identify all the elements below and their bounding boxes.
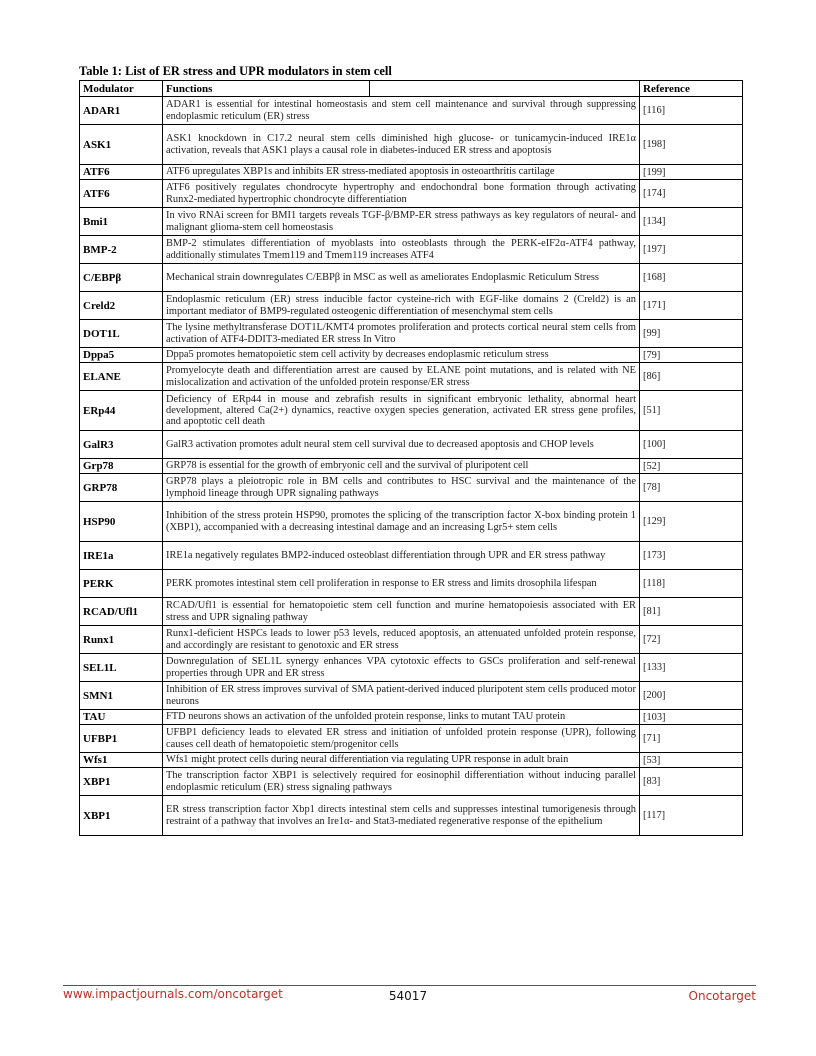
footer-url-link[interactable]: www.impactjournals.com/oncotarget: [63, 987, 283, 1001]
table-row: [80, 165, 743, 180]
page-number: 54017: [388, 989, 428, 1003]
table-row: [80, 431, 743, 459]
table-header-row: [80, 81, 743, 97]
function-cell: GRP78 plays a pleiotropic role in BM cells and contributes to HSC survival and the maintenance of the lymphoid lineage through UPR signaling pathways: [163, 474, 640, 502]
modulator-cell: Runx1: [80, 626, 163, 654]
function-cell: Mechanical strain downregulates C/EBPβ in MSC as well as ameliorates Endoplasmic Reticulum Stress: [163, 264, 640, 292]
function-cell: Inhibition of ER stress improves survival of SMA patient-derived induced pluripotent stem cells produced motor neurons: [163, 682, 640, 710]
reference-cell: [174]: [640, 180, 743, 208]
function-cell: ASK1 knockdown in C17.2 neural stem cells diminished high glucose- or tunicamycin-induced IRE1α activation, reveals that ASK1 plays a causal role in diabetes-induced ER stress and apoptosis: [163, 125, 640, 165]
table-row: [80, 236, 743, 264]
reference-cell: [198]: [640, 125, 743, 165]
table-row: [80, 292, 743, 320]
modulator-cell: RCAD/Ufl1: [80, 598, 163, 626]
function-cell: UFBP1 deficiency leads to elevated ER stress and initiation of unfolded protein response (UPR), following causes cell death of hematopoietic stem/progenitor cells: [163, 725, 640, 753]
reference-cell: [51]: [640, 391, 743, 431]
table-row: [80, 626, 743, 654]
table-row: [80, 598, 743, 626]
table-caption: Table 1: List of ER stress and UPR modulators in stem cell: [79, 64, 392, 78]
reference-cell: [197]: [640, 236, 743, 264]
table-row: [80, 474, 743, 502]
function-cell: ATF6 positively regulates chondrocyte hypertrophy and endochondral bone formation through activating Runx2-mediated hypertrophic chondrocyte differentiation: [163, 180, 640, 208]
modulator-cell: ASK1: [80, 125, 163, 165]
function-cell: Promyelocyte death and differentiation arrest are caused by ELANE point mutations, and is related with NE mislocalization and activation of the unfolded protein response/ER stress: [163, 363, 640, 391]
function-cell: RCAD/Ufl1 is essential for hematopoietic stem cell function and murine hematopoiesis associated with ER stress and UPR signaling pathway: [163, 598, 640, 626]
table-row: [80, 570, 743, 598]
modulator-cell: GalR3: [80, 431, 163, 459]
table-row: [80, 710, 743, 725]
table-row: [80, 796, 743, 836]
function-cell: Runx1-deficient HSPCs leads to lower p53 levels, reduced apoptosis, an attenuated unfolded protein response, and accordingly are resistant to genotoxic and ER stress: [163, 626, 640, 654]
table-body: [80, 97, 743, 836]
table-row: [80, 180, 743, 208]
modulator-cell: C/EBPβ: [80, 264, 163, 292]
reference-cell: [129]: [640, 502, 743, 542]
reference-cell: [134]: [640, 208, 743, 236]
function-cell: Downregulation of SEL1L synergy enhances VPA cytotoxic effects to GSCs proliferation and self-renewal properties through UPR and ER stress: [163, 654, 640, 682]
function-cell: PERK promotes intestinal stem cell proliferation in response to ER stress and limits drosophila lifespan: [163, 570, 640, 598]
function-cell: ATF6 upregulates XBP1s and inhibits ER stress-mediated apoptosis in osteoarthritis cartilage: [163, 165, 640, 180]
function-cell: ER stress transcription factor Xbp1 directs intestinal stem cells and suppresses intestinal tumorigenesis through restraint of a pathway that involves an Ire1α- and Stat3-mediated regenerative response of the epithelium: [163, 796, 640, 836]
modulator-cell: ATF6: [80, 165, 163, 180]
table-row: [80, 363, 743, 391]
reference-cell: [86]: [640, 363, 743, 391]
function-cell: GalR3 activation promotes adult neural stem cell survival due to decreased apoptosis and CHOP levels: [163, 431, 640, 459]
function-cell: Wfs1 might protect cells during neural differentiation via regulating UPR response in adult brain: [163, 753, 640, 768]
reference-cell: [171]: [640, 292, 743, 320]
table-row: [80, 502, 743, 542]
reference-cell: [79]: [640, 348, 743, 363]
table-row: [80, 97, 743, 125]
function-cell: Dppa5 promotes hematopoietic stem cell activity by decreases endoplasmic reticulum stress: [163, 348, 640, 363]
function-cell: ADAR1 is essential for intestinal homeostasis and stem cell maintenance and survival through suppressing endoplasmic reticulum (ER) stress: [163, 97, 640, 125]
reference-cell: [72]: [640, 626, 743, 654]
modulator-cell: GRP78: [80, 474, 163, 502]
table-row: [80, 725, 743, 753]
modulator-cell: Dppa5: [80, 348, 163, 363]
header-functions: Functions: [163, 81, 640, 97]
modulator-cell: ERp44: [80, 391, 163, 431]
reference-cell: [99]: [640, 320, 743, 348]
header-modulator: Modulator: [80, 81, 163, 97]
table-row: [80, 348, 743, 363]
modulator-cell: BMP-2: [80, 236, 163, 264]
table-row: [80, 264, 743, 292]
modulator-cell: IRE1a: [80, 542, 163, 570]
modulator-cell: ADAR1: [80, 97, 163, 125]
table-row: [80, 654, 743, 682]
modulators-table: [79, 80, 743, 836]
table-row: [80, 682, 743, 710]
reference-cell: [118]: [640, 570, 743, 598]
function-cell: Endoplasmic reticulum (ER) stress inducible factor cysteine-rich with EGF-like domains 2 (Creld2) is an important mediator of BMP9-regulated osteogenic differentiation of mesenchymal stem cells: [163, 292, 640, 320]
function-cell: GRP78 is essential for the growth of embryonic cell and the survival of pluripotent cell: [163, 459, 640, 474]
table-row: [80, 320, 743, 348]
modulator-cell: ELANE: [80, 363, 163, 391]
reference-cell: [168]: [640, 264, 743, 292]
reference-cell: [103]: [640, 710, 743, 725]
journal-name: Oncotarget: [688, 989, 756, 1003]
modulator-cell: HSP90: [80, 502, 163, 542]
function-cell: The transcription factor XBP1 is selectively required for eosinophil differentiation without inducing parallel endoplasmic reticulum (ER) stress signaling pathways: [163, 768, 640, 796]
function-cell: FTD neurons shows an activation of the unfolded protein response, links to mutant TAU protein: [163, 710, 640, 725]
modulator-cell: ATF6: [80, 180, 163, 208]
table-row: [80, 391, 743, 431]
function-cell: IRE1a negatively regulates BMP2-induced osteoblast differentiation through UPR and ER stress pathway: [163, 542, 640, 570]
reference-cell: [100]: [640, 431, 743, 459]
modulator-cell: Grp78: [80, 459, 163, 474]
function-cell: BMP-2 stimulates differentiation of myoblasts into osteoblasts through the PERK-eIF2α-ATF4 pathway, additionally stimulates Tmem119 and Tmem119 increases ATF4: [163, 236, 640, 264]
modulator-cell: TAU: [80, 710, 163, 725]
modulator-cell: UFBP1: [80, 725, 163, 753]
function-cell: In vivo RNAi screen for BMI1 targets reveals TGF-β/BMP-ER stress pathways as key regulators of neural- and malignant glioma-stem cell homeostasis: [163, 208, 640, 236]
function-cell: Deficiency of ERp44 in mouse and zebrafish results in significant embryonic lethality, abnormal heart development, altered Ca(2+) dynamics, reactive oxygen species generation, activated ER stress gene profiles, and apoptotic cell death: [163, 391, 640, 431]
reference-cell: [133]: [640, 654, 743, 682]
table-row: [80, 542, 743, 570]
modulator-cell: Wfs1: [80, 753, 163, 768]
modulator-cell: XBP1: [80, 796, 163, 836]
reference-cell: [83]: [640, 768, 743, 796]
table-row: [80, 459, 743, 474]
reference-cell: [199]: [640, 165, 743, 180]
reference-cell: [81]: [640, 598, 743, 626]
function-cell: The lysine methyltransferase DOT1L/KMT4 promotes proliferation and protects cortical neural stem cells from activation of ATF4-DDIT3-mediated ER stress In Vitro: [163, 320, 640, 348]
reference-cell: [173]: [640, 542, 743, 570]
table-row: [80, 768, 743, 796]
modulator-cell: Bmi1: [80, 208, 163, 236]
modulator-cell: XBP1: [80, 768, 163, 796]
reference-cell: [53]: [640, 753, 743, 768]
modulator-cell: SEL1L: [80, 654, 163, 682]
reference-cell: [117]: [640, 796, 743, 836]
reference-cell: [52]: [640, 459, 743, 474]
function-cell: Inhibition of the stress protein HSP90, promotes the splicing of the transcription factor X-box binding protein 1 (XBP1), accompanied with a decreasing intestinal damage and an increasing Lgr5+ stem cells: [163, 502, 640, 542]
header-reference: Reference: [640, 81, 743, 97]
reference-cell: [200]: [640, 682, 743, 710]
modulator-cell: PERK: [80, 570, 163, 598]
modulator-cell: SMN1: [80, 682, 163, 710]
reference-cell: [78]: [640, 474, 743, 502]
table-row: [80, 125, 743, 165]
reference-cell: [71]: [640, 725, 743, 753]
modulator-cell: DOT1L: [80, 320, 163, 348]
table-row: [80, 208, 743, 236]
footer-divider: [63, 985, 756, 986]
reference-cell: [116]: [640, 97, 743, 125]
modulator-cell: Creld2: [80, 292, 163, 320]
table-row: [80, 753, 743, 768]
